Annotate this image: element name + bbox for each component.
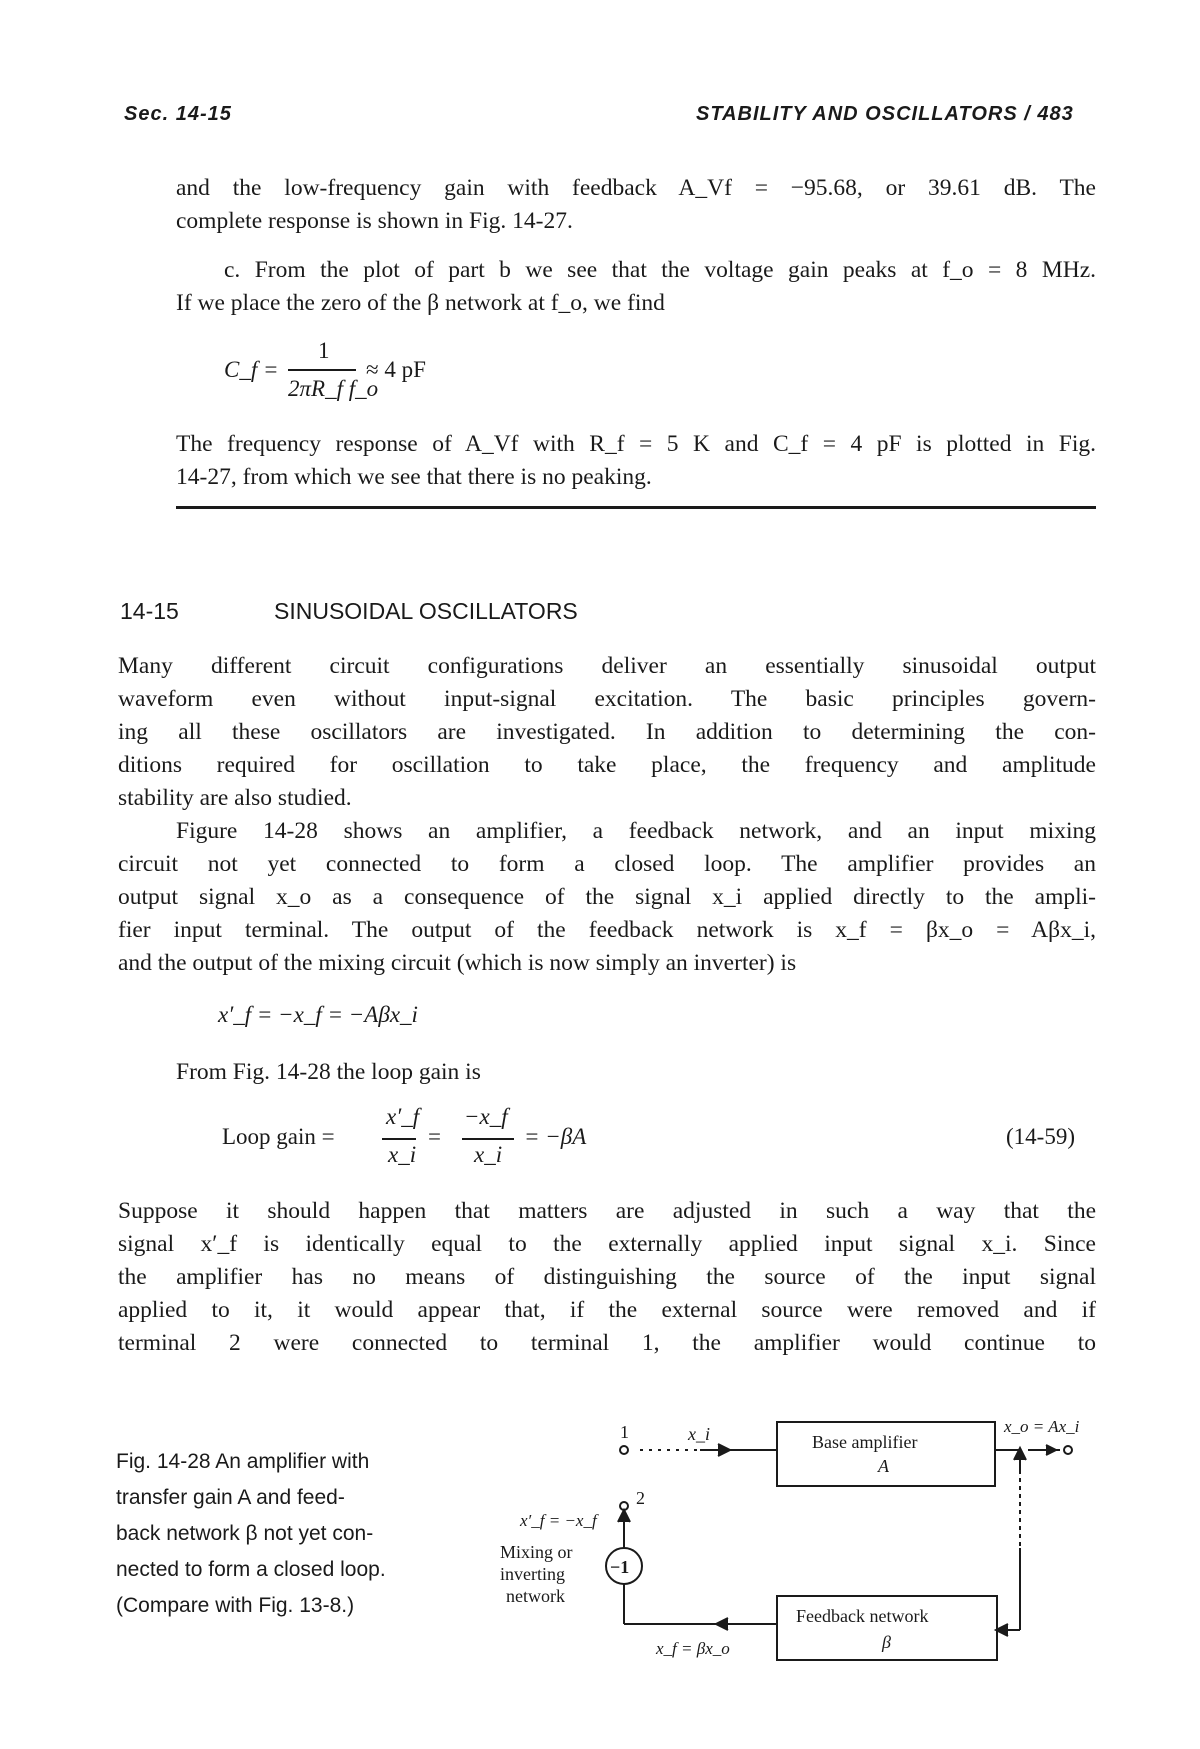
body-paragraph-1 [118, 650, 1096, 815]
fraction-bar [288, 369, 356, 371]
terminal-1-label: 1 [620, 1422, 629, 1442]
caption-line: Fig. 14-28 An amplifier with [116, 1450, 370, 1473]
text-line: and the low-frequency gain with feedback A_Vf = −95.68, or 39.61 dB. The [176, 175, 1096, 201]
section-title: SINUSOIDAL OSCILLATORS [274, 598, 578, 624]
xf-prime-label: x′_f = −x_f [520, 1511, 597, 1530]
equals-sign: = [428, 1124, 441, 1149]
text-line: The frequency response of A_Vf with R_f = 5 K and C_f = 4 pF is plotted in Fig. [176, 431, 1096, 457]
body-paragraph-4 [118, 1195, 1096, 1360]
mixer-label: Mixing or [500, 1542, 573, 1562]
arrowhead [716, 1618, 728, 1630]
running-head-right: STABILITY AND OSCILLATORS / 483 [696, 103, 1074, 125]
loop-gain-frac1-num: x′_f [386, 1104, 420, 1129]
block-diagram [490, 1408, 1110, 1668]
caption-line: nected to form a closed loop. [116, 1558, 386, 1581]
terminal-2-label: 2 [636, 1488, 645, 1508]
terminal-1 [620, 1446, 628, 1454]
loop-gain-label: Loop gain = [222, 1124, 335, 1149]
figure-caption [116, 1444, 386, 1624]
text-line: signal x′_f is identically equal to the externally applied input signal x_i. Since [118, 1231, 1096, 1257]
text-line: From Fig. 14-28 the loop gain is [176, 1059, 481, 1085]
text-line: 14-27, from which we see that there is no peaking. [176, 464, 652, 490]
feedback-network-label: Feedback network [796, 1606, 929, 1626]
amplifier-label: Base amplifier [812, 1432, 918, 1452]
top-paragraph-1 [176, 172, 1096, 238]
arrowhead [618, 1510, 630, 1522]
arrowhead [1046, 1445, 1056, 1455]
text-line: and the output of the mixing circuit (which is now simply an inverter) is [118, 950, 797, 976]
equation-number: (14-59) [1006, 1124, 1075, 1149]
text-line: stability are also studied. [118, 785, 352, 811]
text-line: Suppose it should happen that matters are adjusted in such a way that the [118, 1198, 1096, 1224]
equation-mixer-output: x′_f = −x_f = −Aβx_i [218, 1002, 418, 1027]
caption-line: transfer gain A and feed- [116, 1486, 345, 1509]
loop-gain-frac2-num: −x_f [464, 1104, 508, 1129]
loop-gain-frac2-den: x_i [474, 1142, 503, 1167]
xf-label: x_f = βx_o [656, 1639, 730, 1658]
text-line: output signal x_o as a consequence of the signal x_i applied directly to the ampli- [118, 884, 1096, 910]
body-paragraph-3 [176, 1056, 481, 1089]
equation-cf-lhs: C_f = [224, 357, 279, 382]
inverter-label: −1 [610, 1557, 630, 1577]
text-line: fier input terminal. The output of the feedback network is x_f = βx_o = Aβx_i, [118, 917, 1096, 943]
top-paragraph-3 [176, 428, 1096, 494]
xi-label: x_i [688, 1424, 710, 1444]
body-paragraph-2 [118, 815, 1096, 980]
loop-gain-rhs: = −βA [524, 1124, 587, 1149]
text-line: complete response is shown in Fig. 14-27. [176, 208, 573, 234]
text-line: terminal 2 were connected to terminal 1, the amplifier would continue to [118, 1330, 1096, 1356]
text-line: Figure 14-28 shows an amplifier, a feedback network, and an input mixing [176, 818, 1096, 844]
output-label: x_o = Ax_i [1004, 1417, 1080, 1436]
text-line: If we place the zero of the β network at f_o, we find [176, 290, 665, 316]
text-line: ing all these oscillators are investigated. In addition to determining the con- [118, 719, 1096, 745]
text-line: ditions required for oscillation to take place, the frequency and amplitude [118, 752, 1096, 778]
mixer-label: inverting [500, 1564, 565, 1584]
running-head-left: Sec. 14-15 [124, 103, 232, 125]
top-paragraph-2 [176, 254, 1096, 320]
amplifier-gain-label: A [878, 1456, 889, 1476]
caption-line: (Compare with Fig. 13-8.) [116, 1594, 355, 1617]
feedback-gain-label: β [882, 1632, 891, 1652]
equation-cf-rhs: ≈ 4 pF [366, 357, 426, 382]
text-line: the amplifier has no means of distinguishing the source of the input signal [118, 1264, 1096, 1290]
section-number: 14-15 [120, 598, 179, 624]
text-line: c. From the plot of part b we see that the voltage gain peaks at f_o = 8 MHz. [224, 257, 1096, 283]
loop-gain-frac1-den: x_i [388, 1142, 417, 1167]
text-line: applied to it, it would appear that, if the external source were removed and if [118, 1297, 1096, 1323]
arrowhead [718, 1444, 730, 1456]
text-line: waveform even without input-signal excitation. The basic principles govern- [118, 686, 1096, 712]
text-line: Many different circuit configurations deliver an essentially sinusoidal output [118, 653, 1096, 679]
equation-cf-denominator: 2πR_f f_o [288, 376, 379, 401]
mixer-label: network [506, 1586, 565, 1606]
text-line: circuit not yet connected to form a closed loop. The amplifier provides an [118, 851, 1096, 877]
output-terminal [1064, 1446, 1072, 1454]
equation-cf-numerator: 1 [318, 338, 330, 363]
caption-line: back network β not yet con- [116, 1522, 374, 1545]
fraction-bar [462, 1138, 514, 1140]
fraction-bar [382, 1138, 416, 1140]
end-of-example-rule [176, 506, 1096, 509]
